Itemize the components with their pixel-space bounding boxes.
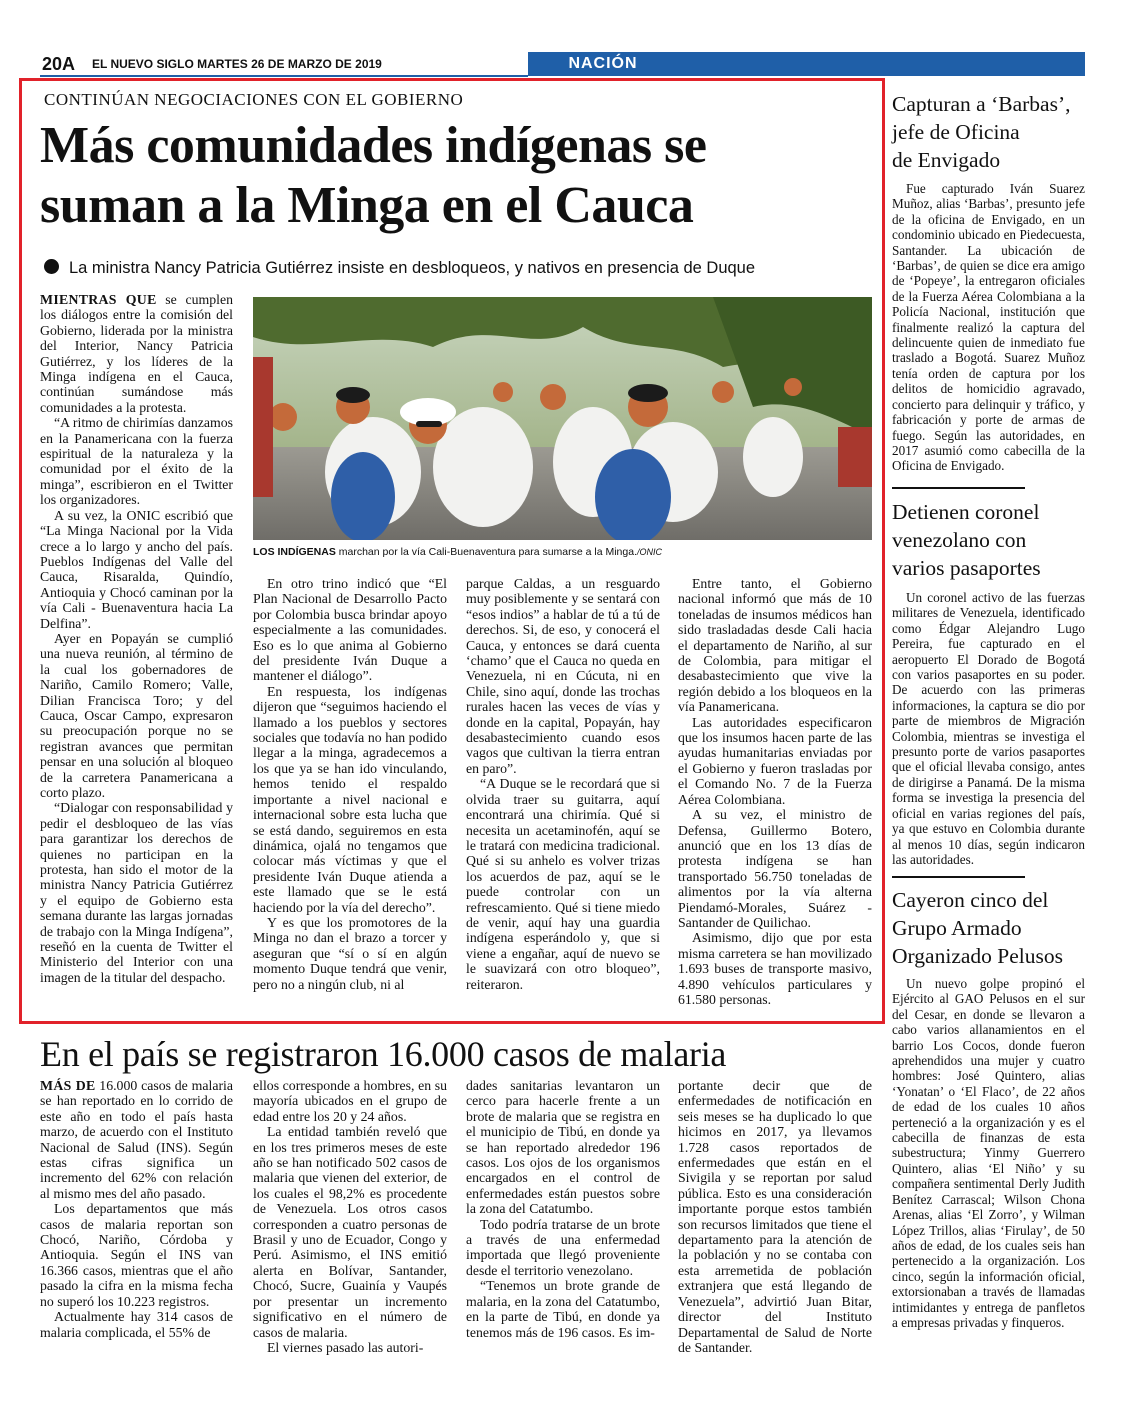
sidebar-story-1-text: Fue capturado Iván Suarez Muñoz, alias ‘Barbas’, presunto jefe de la oficina de Envigado, en un condominio ubicado en Piedecuesta, Santander. La ubicación de ‘Barbas’, de quien se dice era amigo de ‘Popeye’, la entregaron oficiales de la Fuerza Aérea Colombiana a la Policía Nacional, institución que finalmente realizó la captura del delincuente quien de inmediato fue traslado a Bogotá. Suarez Muñoz tenía orden de captura por los delitos de homicidio agravado, concierto para delinquir y tráfico, y fabricación y porte de armas de fuego. Según las autoridades, en 2017 asumió como cabecilla de la Oficina de Envigado. <box>892 181 1085 474</box>
sidebar-headline-1 <box>892 90 1071 174</box>
paragraph <box>40 1309 233 1340</box>
sidebar-headline-3-line: Cayeron cinco del <box>892 888 1049 912</box>
sidebar-headline-1-line: jefe de Oficina <box>892 120 1020 144</box>
paragraph-text: se cumplen los diálogos entre la comisión del Gobierno, liderada por la ministra del Interior, Nancy Patricia Gutiérrez, y los líderes de la Minga indígena en el Cauca, continúan sumándose más comunidades a la protesta. <box>40 292 233 415</box>
caption-text: marchan por la vía Cali-Buenaventura para sumarse a la Minga. <box>335 546 637 558</box>
paragraph-text: El viernes pasado las autori- <box>267 1339 424 1355</box>
march-photo <box>253 297 872 540</box>
paragraph-text: Los departamentos que más casos de malaria reportan son Chocó, Nariño, Córdoba y Antioquia. Según el INS van 16.366 casos, mientras que el año pasado la cifra en la misma fecha no superó los 10.223 registros. <box>40 1201 233 1309</box>
paragraph-text: Entre tanto, el Gobierno nacional informó que más de 10 toneladas de insumos médicos han sido trasladadas desde Cali hacia el departamento de Nariño, al sur de Colombia, para mitigar el desabastecimiento que vive la región debido a los bloqueos en la vía Panamericana. <box>678 576 872 715</box>
sidebar-divider <box>892 487 1025 489</box>
paragraph <box>253 1124 447 1340</box>
sidebar-headline-3 <box>892 886 1063 970</box>
paragraph-text: dades sanitarias levantaron un cerco para hacerle frente a un brote de malaria que se registra en el municipio de Tibú, en donde ya se han reportado alrededor 196 casos. Los ojos de los organismos encargados en el control de enfermedades están puestos sobre la zona del Catatumbo. <box>466 1078 660 1217</box>
paragraph <box>466 576 660 776</box>
lead-in: MÁS DE <box>40 1078 96 1093</box>
paragraph <box>678 715 872 807</box>
subhead <box>44 259 874 278</box>
subhead-text: La ministra Nancy Patricia Gutiérrez insiste en desbloqueos, y nativos en presencia de Duque <box>69 259 756 277</box>
paragraph <box>466 1278 660 1340</box>
sidebar-story-3-text: Un nuevo golpe propinó el Ejército al GAO Pelusos en el sur del Cesar, en donde se llevaron a cabo varios allanamientos en el barrio Los Cocos, donde fueron aprehendidos una mujer y cuatro hombres: José Quintero, alias ‘Yonatan’ o ‘El Flaco’, de 22 años de edad de los cuales 10 años perteneció a la organización y es el cabecilla de finanzas de esta subestructura; Yinmy Guerrero Quintero, alias ‘El Niño’ y su compañera sentimental Derly Judith Benítez Carrascal; Wilson Chona Arenas, alias ‘El Zorro’, y Wilman López Trillos, alias ‘Firulay’, de 50 años de edad, de los cuales seis han pertenecido a la organización. Los cinco, según la información oficial, extorsionaban a través de llamadas intimidantes y entrega de panfletos a empresas privadas y finqueros. <box>892 976 1085 1330</box>
paragraph <box>466 1078 660 1217</box>
header-rule <box>40 75 528 77</box>
paragraph <box>40 631 233 800</box>
bullet-icon <box>44 259 59 274</box>
main-column-3 <box>466 576 660 992</box>
paragraph-text: En respuesta, los indígenas dijeron que “seguimos haciendo el llamado a los pueblos y sectores sociales que todavía no han podido llegar a la minga, agradecemos a los que ya se han ido vinculando, hemos tenido el respaldo importante a nivel nacional e internacional sobre esta lucha que se está dando, seguiremos en esta dinámica, ojalá no tengamos que colocar más víctimas y que el presidente Iván Duque atienda a este llamado que se le está haciendo por la vía del derecho”. <box>253 683 447 915</box>
sidebar-story-3 <box>892 976 1085 1330</box>
sidebar-headline-3-line: Grupo Armado <box>892 916 1022 940</box>
malaria-headline: En el país se registraron 16.000 casos de malaria <box>40 1034 727 1074</box>
paragraph <box>253 1340 447 1355</box>
headline-line-2: suman a la Minga en el Cauca <box>40 177 694 234</box>
page-header <box>40 52 1085 76</box>
sidebar-story-2-text: Un coronel activo de las fuerzas militares de Venezuela, identificado como Édgar Alejandro Lugo Pereira, fue capturado en el aeropuerto El Dorado de Bogotá con varios pasaportes en su poder. De acuerdo con las primeras informaciones, la captura se dio por parte de miembros de Migración Colombia, mientras se investiga el presunto porte de varios pasaportes que el oficial llevaba consigo, antes de dirigirse a Panamá. De la misma forma se investiga la presencia del oficial en varias regiones del país, ya que estuvo en Colombia durante al menos 10 días, según indicaron las autoridades. <box>892 590 1085 867</box>
page-number: 20A <box>42 54 76 74</box>
march-photo-illustration <box>253 297 872 540</box>
paragraph <box>678 807 872 930</box>
paragraph-text: Todo podría tratarse de un brote a través de una enfermedad importada que llegó proveniente desde el territorio venezolano. <box>466 1216 660 1278</box>
sidebar-headline-1-line: de Envigado <box>892 148 1001 172</box>
paragraph <box>678 576 872 715</box>
kicker: CONTINÚAN NEGOCIACIONES CON EL GOBIERNO <box>44 90 464 109</box>
paragraph-text: Asimismo, dijo que por esta misma carretera se han movilizado 1.693 buses de transporte masivo, 4.890 vehículos particulares y 61.580 personas. <box>678 930 872 1007</box>
photo-credit: /ONIC <box>637 547 663 557</box>
paragraph <box>40 1078 233 1201</box>
malaria-column-1 <box>40 1078 233 1340</box>
paragraph <box>466 776 660 992</box>
main-column-1 <box>40 292 233 985</box>
paragraph <box>253 576 447 684</box>
headline <box>40 116 860 236</box>
paragraph <box>40 508 233 631</box>
paragraph <box>40 1201 233 1309</box>
paragraph-text: Y es que los promotores de la Minga no dan el brazo a torcer y aseguran que “sí o sí en algún momento Duque tendrá que venir, pero no a ningún club, ni al <box>253 914 447 992</box>
publication-line: EL NUEVO SIGLO MARTES 26 DE MARZO DE 2019 <box>92 57 382 71</box>
malaria-column-4 <box>678 1078 872 1355</box>
sidebar-headline-2-line: varios pasaportes <box>892 556 1041 580</box>
paragraph <box>253 684 447 915</box>
paragraph-text: “A ritmo de chirimías danzamos en la Panamericana con la fuerza espiritual de la naturaleza y la comunidad por el éxito de la minga”, escribieron en el Twitter los organizadores. <box>40 415 233 508</box>
section-name: NACIÓN <box>568 55 638 72</box>
sidebar-story-2 <box>892 590 1085 867</box>
paragraph-text: A su vez, el ministro de Defensa, Guillermo Botero, anunció que en los 13 días de protesta indígena se han transportado 56.750 toneladas de alimentos por la vía alterna Piendamó-Morales, Suárez -Santander de Quilichao. <box>678 807 872 930</box>
paragraph-text: En otro trino indicó que “El Plan Nacional de Desarrollo Pacto por Colombia busca brindar apoyo especialmente a las comunidades. Eso es lo que anima al Gobierno del presidente Iván Duque a mantener el diálogo”. <box>253 576 447 684</box>
paragraph-text: “Dialogar con responsabilidad y pedir el desbloqueo de las vías para garantizar los derechos de quienes no participan en la protesta, han sido el motor de la ministra Nancy Patricia Gutiérrez y el equipo de Gobierno esta semana durante las largas jornadas de trabajo con la Minga Indígena”, reseñó en la cuenta de Twitter el Ministerio del Interior con una imagen de la titular del despacho. <box>40 800 233 985</box>
main-column-4 <box>678 576 872 1007</box>
paragraph-text: portante decir que de enfermedades de notificación en seis meses se ha duplicado lo que hicimos en 2017, ya llevamos 1.728 casos reportados de enfermedades que están en el Sivigila y se reportan por salud pública. Esto es una consideración importante porque estos también son recursos limitados que tiene el departamento para la atención de la población y no se contaba con esta arremetida de población extranjera que está llegando de Venezuela”, advirtió Juan Bitar, director del Instituto Departamental de Salud de Norte de Santander. <box>678 1078 872 1355</box>
paragraph-text: Actualmente hay 314 casos de malaria complicada, el 55% de <box>40 1309 233 1340</box>
lead-in: MIENTRAS QUE <box>40 292 157 307</box>
malaria-column-2 <box>253 1078 447 1355</box>
paragraph-text: A su vez, la ONIC escribió que “La Minga Nacional por la Vida crece a lo largo y ancho del país. Pueblos Indígenas del Valle del Cauca, Risaralda, Quindío, Antioquia y Chocó caminan por la vía Cali - Buenaventura hacia La Delfina”. <box>40 507 233 631</box>
paragraph <box>40 292 233 415</box>
sidebar-headline-1-line: Capturan a ‘Barbas’, <box>892 92 1071 116</box>
main-column-2 <box>253 576 447 992</box>
paragraph-text: “A Duque se le recordará que si olvida traer su guitarra, aquí encontrará una chirimía. Qué si necesita un acetaminofén, aquí se le tratará con medicina tradicional. Qué si su anhelo es volver trizas los acuerdos de paz, aquí se le puede controlar con un refrescamiento. Qué si tiene miedo de venir, aquí hay una guardia indígena esperándolo y, que si viene a engañar, aquí de nuevo se le suavizará con otro bloqueo”, reiteraron. <box>466 776 660 992</box>
sidebar-headline-3-line: Organizado Pelusos <box>892 944 1063 968</box>
paragraph <box>466 1217 660 1279</box>
paragraph <box>40 800 233 985</box>
paragraph-text: “Tenemos un brote grande de malaria, en la zona del Catatumbo, en la parte de Tibú, en donde ya tenemos más de 196 casos. Es im- <box>466 1278 660 1340</box>
paragraph <box>40 415 233 507</box>
sidebar-headline-2-line: Detienen coronel <box>892 500 1040 524</box>
paragraph-text: La entidad también reveló que en los tres primeros meses de este año se han notificado 502 casos de malaria que vienen del exterior, de los cuales el 98,2% es procedente de Venezuela. Los otros casos corresponden a cuatro personas de Brasil y uno de Ecuador, Congo y Perú. Asimismo, el INS emitió alerta en Bolívar, Santander, Chocó, Sucre, Guainía y Vaupés por presentar un incremento significativo en el número de casos de malaria. <box>253 1124 447 1340</box>
malaria-column-3 <box>466 1078 660 1340</box>
sidebar-story-1 <box>892 181 1085 474</box>
sidebar-headline-2 <box>892 498 1041 582</box>
sidebar-divider <box>892 876 1025 878</box>
paragraph <box>678 1078 872 1355</box>
sidebar-headline-2-line: venezolano con <box>892 528 1027 552</box>
photo-caption <box>253 546 872 558</box>
paragraph-text: 16.000 casos de malaria se han reportado en lo corrido de este año en todo el país hasta marzo, de acuerdo con el Instituto Nacional de Salud (INS). Según estas cifras significa un incremento del 62% con relación al mismo mes del año pasado. <box>40 1078 234 1201</box>
headline-line-1: Más comunidades indígenas se <box>40 117 707 174</box>
paragraph-text: ellos corresponde a hombres, en su mayoría ubicados en el grupo de edad entre los 20 y 24 años. <box>253 1078 447 1124</box>
paragraph <box>253 1078 447 1124</box>
paragraph-text: parque Caldas, a un resguardo muy posiblemente y se sentará con “esos indios” a hablar de tú a tú de derechos. Si, de eso, y conocerá el Cauca, y entonces se dará cuenta ‘chamo’ que el Cauca no queda en Venezuela, ni en Cúcuta, ni en Chile, sino aquí, donde las trochas rurales hacen las veces de vías y donde en la capital, Popayán, hay desabastecimiento cuando esos vagos que cultivan la tierra entran en paro”. <box>466 576 660 776</box>
paragraph-text: Ayer en Popayán se cumplió una nueva reunión, al término de la cual los gobernadores de Nariño, Camilo Romero; Valle, Dilian Francisca Toro; y del Cauca, Oscar Campo, expresaron su preocupación porque no se registran avances que permitan pensar en una solución al bloqueo de la carretera Panamericana a corto plazo. <box>40 630 233 800</box>
paragraph-text: Las autoridades especificaron que los insumos hacen parte de las ayudas humanitarias enviadas por el Gobierno y fueron trasladas por el Comando No. 7 de la Fuerza Aérea Colombiana. <box>678 714 872 807</box>
paragraph <box>253 915 447 992</box>
caption-lead: LOS INDÍGENAS <box>253 546 336 558</box>
paragraph <box>678 930 872 1007</box>
